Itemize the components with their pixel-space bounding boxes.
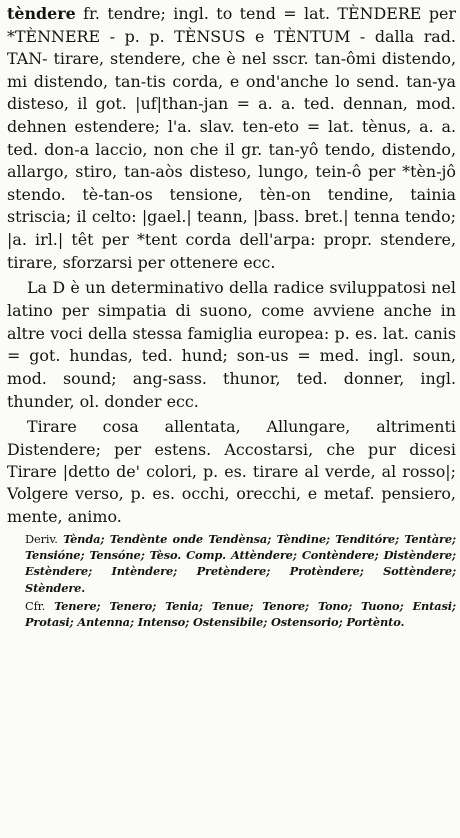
etymology-note-paragraph: La D è un determinativo della radice sviluppatosi nel latino per simpatia di suono, come avviene anche in altre voci della stessa famiglia europea: p. es. lat. canis = got. hundas, ted. hund; son-us = med. ingl. soun, mod. sound; ang-sass. thunor, ted. donner, ingl. thunder, ol. donder ecc. — [7, 278, 456, 411]
derivatives-list: Tènda; Tendènte onde Tendènsa; Tèndine; Tenditóre; Tentàre; Tensióne; Tensóne; Tèso. Comp. Attèndere; Contèndere; Distèndere; Estèndere; Intèndere; Pretèndere; Protèndere; Sottèndere; Stèndere. — [25, 531, 456, 595]
cross-references-label: Cfr. — [25, 599, 46, 614]
derivatives-paragraph — [7, 531, 456, 596]
cross-references-paragraph — [7, 598, 456, 631]
derivatives-label: Deriv. — [25, 531, 58, 546]
definition-paragraph: Tirare cosa allentata, Allungare, altrimenti Distendere; per estens. Accostarsi, che pur dicesi Tirare |detto de' colori, p. es. tirare al verde, al rosso|; Volgere verso, p. es. occhi, orecchi, e metaf. pensiero, mente, animo. — [7, 417, 456, 526]
etymology-text: fr. tendre; ingl. to tend = lat. TÈNDERE per *TÈNNERE - p. p. TÈNSUS e TÈNTUM - dalla rad. TAN- tirare, stendere, che è nel sscr. tan-ômi distendo, mi distendo, tan-tis corda, e ond'anche lo send. tan-ya disteso, il got. |uf|than-jan = a. a. ted. dennan, mod. dehnen estendere; l'a. slav. ten-eto = lat. tènus, a. a. ted. don-a laccio, non che il gr. tan-yô tendo, distendo, allargo, stiro, tan-aòs disteso, lungo, tein-ô per *tèn-jô stendo. tè-tan-os tensione, tèn-on tendine, tainia striscia; il celto: |gael.| teann, |bass. bret.| tenna tendo; |a. irl.| têt per *tent corda dell'arpa: propr. stendere, tirare, sforzarsi per ottenere ecc. — [7, 4, 456, 272]
cross-references-list: Tenere; Tenero; Tenia; Tenue; Tenore; Tono; Tuono; Entasi; Protasi; Antenna; Intenso; Ostensibile; Ostensorio; Portènto. — [25, 599, 456, 630]
entry-headword: tèndere — [7, 4, 76, 23]
entry-paragraph — [7, 3, 456, 274]
